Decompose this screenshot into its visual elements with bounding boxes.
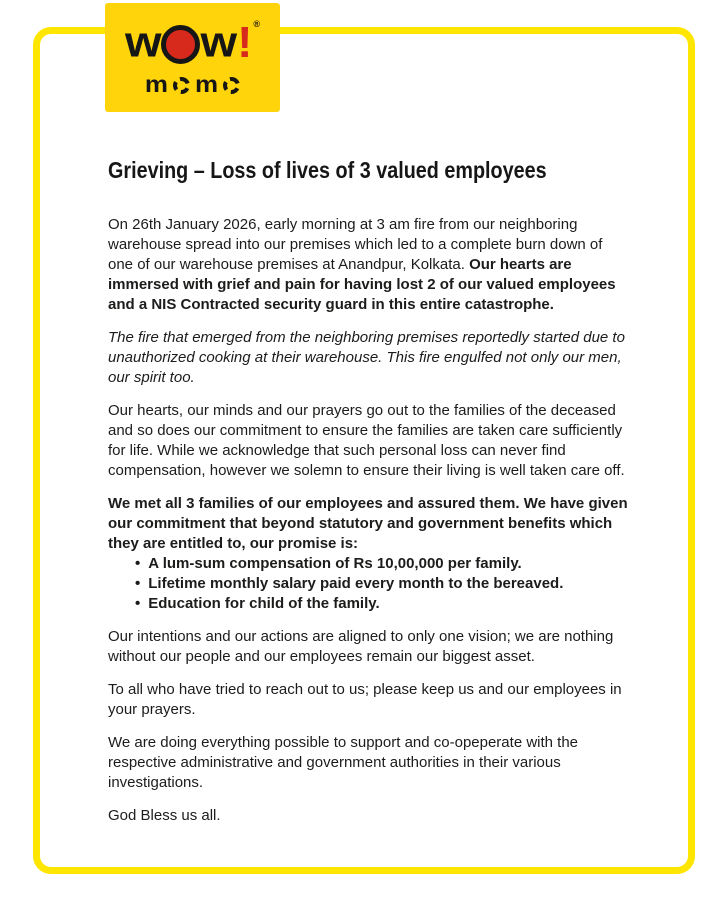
paragraph-incident-normal: On 26th January 2026, early morning at 3 am fire from our neighboring warehouse spread into our premises which led to a complete burn down of one of our warehouse premises at Anandpur, Kolkata.: [108, 216, 603, 273]
registered-trademark-icon: ®: [253, 19, 261, 29]
paragraph-cooperation: We are doing everything possible to support and co-opeperate with the respective administrative and government authorities in their various investigations.: [108, 734, 579, 791]
momo-dumpling-o-icon: [223, 77, 240, 94]
statement-body: [108, 155, 628, 826]
logo-exclamation: !: [237, 16, 253, 67]
bullet-salary-text: Lifetime monthly salary paid every month to the bereaved.: [148, 575, 564, 592]
paragraph-prayers: To all who have tried to reach out to us; please keep us and our employees in your prayers.: [108, 681, 622, 718]
paragraph-vision: Our intentions and our actions are aligned to only one vision; we are nothing without our people and our employees remain our biggest asset.: [108, 628, 614, 665]
promise-bullet-list: [108, 554, 628, 614]
wow-momo-logo: [105, 3, 280, 112]
bullet-marker: •: [135, 555, 141, 572]
bullet-salary: [108, 574, 628, 594]
bullet-compensation-text: A lum-sum compensation of Rs 10,00,000 per family.: [148, 555, 522, 572]
bullet-education: [108, 594, 628, 614]
bullet-marker: •: [135, 595, 141, 612]
paragraph-condolence: Our hearts, our minds and our prayers go out to the families of the deceased and so does our commitment to ensure the families are taken care sufficiently for life. While we acknowledge that such personal loss can never find compensation, however we solemn to ensure their living is well taken care off.: [108, 402, 625, 479]
bullet-education-text: Education for child of the family.: [148, 595, 380, 612]
paragraph-blessing: God Bless us all.: [108, 807, 221, 824]
paragraph-fire-cause: The fire that emerged from the neighboring premises reportedly started due to unauthorized cooking at their warehouse. This fire engulfed not only our men, our spirit too.: [108, 329, 625, 386]
logo-red-o-icon: [161, 25, 200, 64]
logo-wordmark-momo: [145, 71, 240, 97]
logo-letter-w-right: w: [200, 17, 236, 66]
logo-letter-m-first: m: [144, 70, 168, 98]
momo-dumpling-o-icon: [173, 77, 190, 94]
paragraph-commitment-intro: We met all 3 families of our employees and assured them. We have given our commitment that beyond statutory and government benefits which they are entitled to, our promise is:: [108, 495, 628, 552]
logo-wordmark-wow: [125, 18, 260, 65]
statement-title: Grieving – Loss of lives of 3 valued employees: [108, 157, 547, 183]
paragraph-incident-bold: Our hearts are immersed with grief and pain for having lost 2 of our valued employees and a NIS Contracted security guard in this entire catastrophe.: [108, 256, 616, 313]
logo-letter-m-second: m: [195, 70, 219, 98]
logo-letter-w-left: w: [124, 17, 160, 66]
paragraph-incident: [108, 215, 628, 315]
bullet-compensation: [108, 554, 628, 574]
bullet-marker: •: [135, 575, 141, 592]
